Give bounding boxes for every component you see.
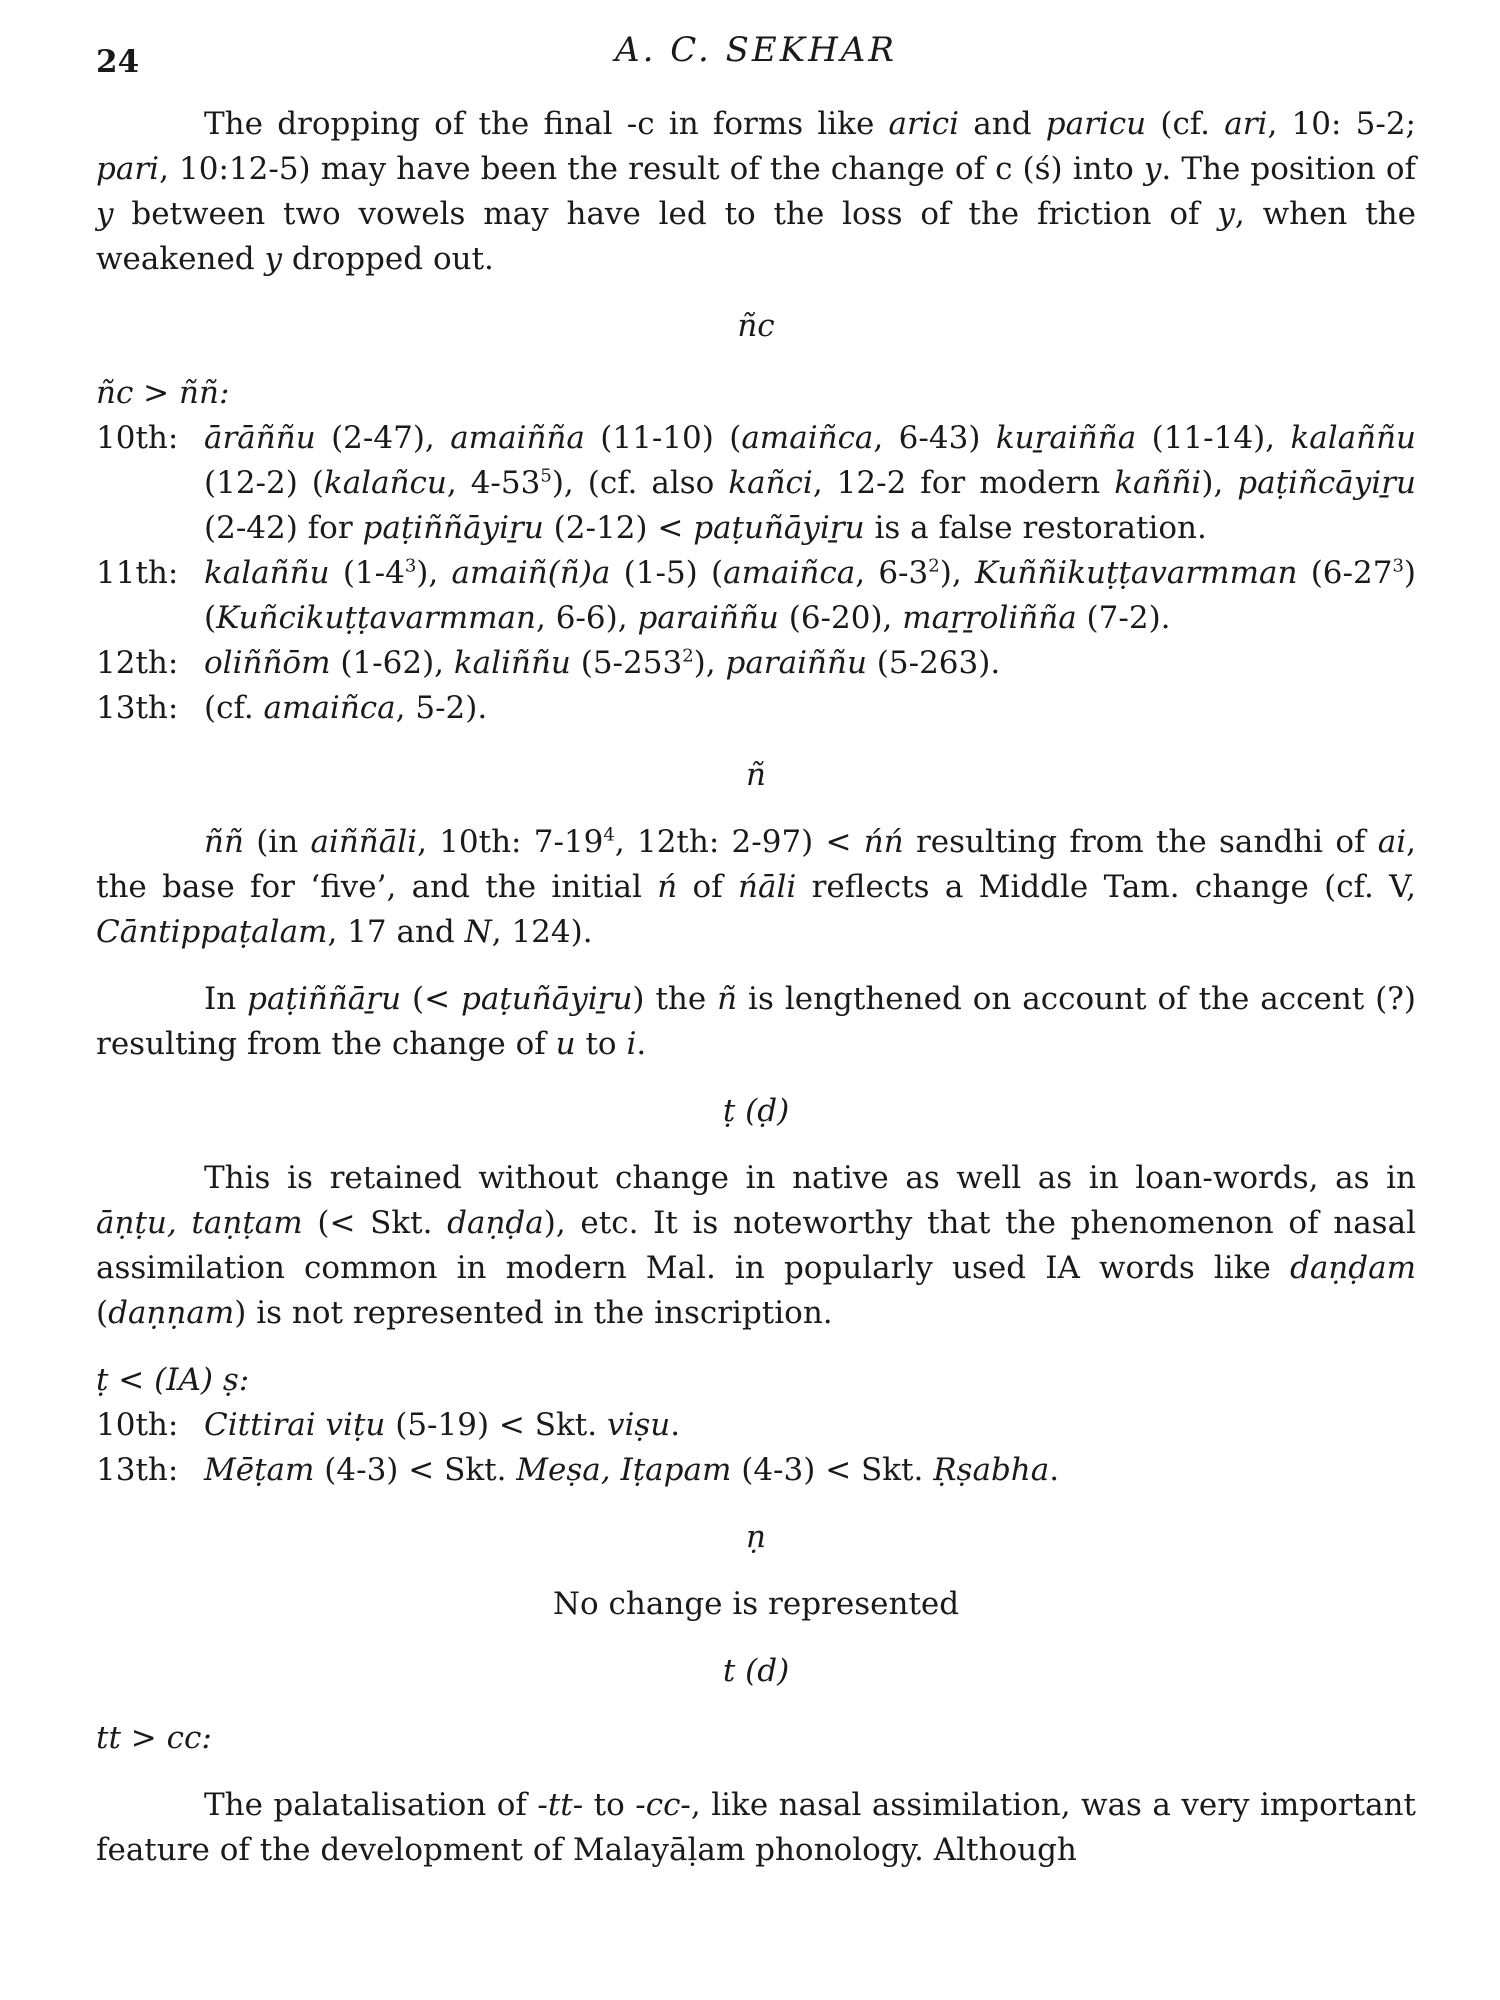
century-entry: 10th: Cittirai viṭu (5-19) < Skt. viṣu. xyxy=(96,1407,681,1443)
rule-label-t: ṭ < (IA) ṣ: xyxy=(96,1362,250,1398)
section-heading-td: ṭ (ḍ) xyxy=(722,1093,790,1129)
section-heading-nc: ñc xyxy=(737,308,775,344)
section-heading-t: t (d) xyxy=(722,1653,790,1689)
no-change-note: No change is represented xyxy=(552,1586,960,1622)
century-entry: 13th: (cf. amaiñca, 5-2). xyxy=(96,690,488,726)
section-heading-n: ñ xyxy=(746,757,766,793)
running-title: A. C. SEKHAR xyxy=(615,30,897,70)
section-heading-nn: ṇ xyxy=(746,1519,766,1555)
paragraph-lengthened-n: In paṭiññāṟu (< paṭuñāyiṟu) the ñ is lengthened on account of the accent (?) resulting from the change of u to i. xyxy=(96,981,1416,1062)
page xyxy=(96,28,1416,1873)
paragraph-dropping-c: The dropping of the final -c in forms like arici and paricu (cf. ari, 10: 5-2; pari, 10:12-5) may have been the result of the change of c (ś) into y. The position of y between two vowels may have led to the loss of the friction of y, when the weakened y dropped out. xyxy=(96,106,1417,277)
rule-label-nc: ñc > ññ: xyxy=(96,375,230,411)
paragraph-retained: This is retained without change in native as well as in loan-words, as in āṇṭu, taṇṭam (< Skt. daṇḍa), etc. It is noteworthy that the phenomenon of nasal assimilation common in modern Mal. in popularly used IA words like daṇḍam (daṇṇam) is not represented in the inscription. xyxy=(96,1160,1416,1331)
century-entry: 10th: ārāññu (2-47), amaiñña (11-10) (amaiñca, 6-43) kuṟaiñña (11-14), kalaññu (12-2) (kalañcu, $4-53^5$), (cf. also kañci, 12-2 for modern kaññi), paṭiñcāyiṟu (2-42) for paṭiññāyiṟu (2-12) < paṭuñāyiṟu is a false restoration. xyxy=(96,420,1416,546)
century-entry: 11th: kalaññu $(1-4^3)$, amaiñ(ñ)a (1-5) (amaiñca, $6-3^2$), Kuññikuṭṭavarmman $(6-27^3)$ (Kuñcikuṭṭavarmman, 6-6), paraiññu (6-20), maṟṟoliñña (7-2). xyxy=(96,555,1416,636)
century-entry: 12th: oliññōm (1-62), kaliññu $(5-253^2)$, paraiññu (5-263). xyxy=(96,645,1001,681)
paragraph-palatalisation: The palatalisation of -tt- to -cc-, like nasal assimilation, was a very important feature of the development of Malayāḷam phonology. Although xyxy=(96,1787,1416,1868)
paragraph-nn-sandhi: ññ (in aiññāli, 10th: $7-19^4$, 12th: 2-97) < ńń resulting from the sandhi of ai, the base for ‘five’, and the initial ń of ńāli reflects a Middle Tam. change (cf. V, Cāntippaṭalam, 17 and N, 124). xyxy=(96,824,1416,950)
century-entry: 13th: Mēṭam (4-3) < Skt. Meṣa, Iṭapam (4-3) < Skt. Ṛṣabha. xyxy=(96,1452,1060,1488)
page-number: 24 xyxy=(96,44,140,80)
rule-label-tt: tt > cc: xyxy=(96,1720,212,1756)
page-header xyxy=(96,28,1416,86)
